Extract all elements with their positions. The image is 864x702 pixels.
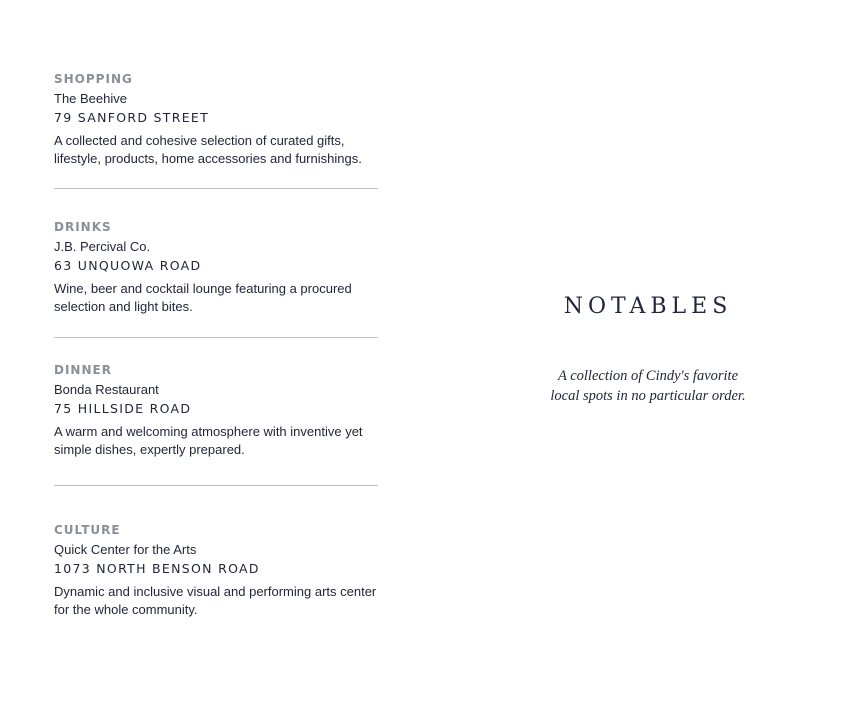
entry-category: DINNER [54,363,112,377]
entry-description: Dynamic and inclusive visual and performing arts center for the whole community. [54,584,377,617]
entry-category: SHOPPING [54,72,133,86]
divider [54,485,378,486]
entry-name: The Beehive [54,91,127,106]
divider [54,337,378,338]
entry-address: 79 SANFORD STREET [54,110,210,125]
entry-address: 1073 NORTH BENSON ROAD [54,561,260,576]
notables-panel [520,290,776,406]
entry-name: J.B. Percival Co. [54,239,151,254]
entry-category: CULTURE [54,523,121,537]
entry-name: Bonda Restaurant [54,382,159,397]
entry-name: Quick Center for the Arts [54,542,197,557]
entry-address: 63 UNQUOWA ROAD [54,258,202,273]
page-subtitle: A collection of Cindy's favorite local spots in no particular order. [550,368,746,404]
entry-address: 75 HILLSIDE ROAD [54,401,192,416]
entry-dinner [54,363,394,459]
entry-description: A collected and cohesive selection of curated gifts, lifestyle, products, home accessories and furnishings. [54,133,362,166]
entry-category: DRINKS [54,220,112,234]
page-title: NOTABLES [563,294,733,319]
entry-description: A warm and welcoming atmosphere with inventive yet simple dishes, expertly prepared. [54,424,363,457]
entry-drinks [54,220,394,316]
entry-description: Wine, beer and cocktail lounge featuring a procured selection and light bites. [54,281,352,314]
entry-culture [54,523,394,619]
divider [54,188,378,189]
entry-shopping [54,72,394,168]
